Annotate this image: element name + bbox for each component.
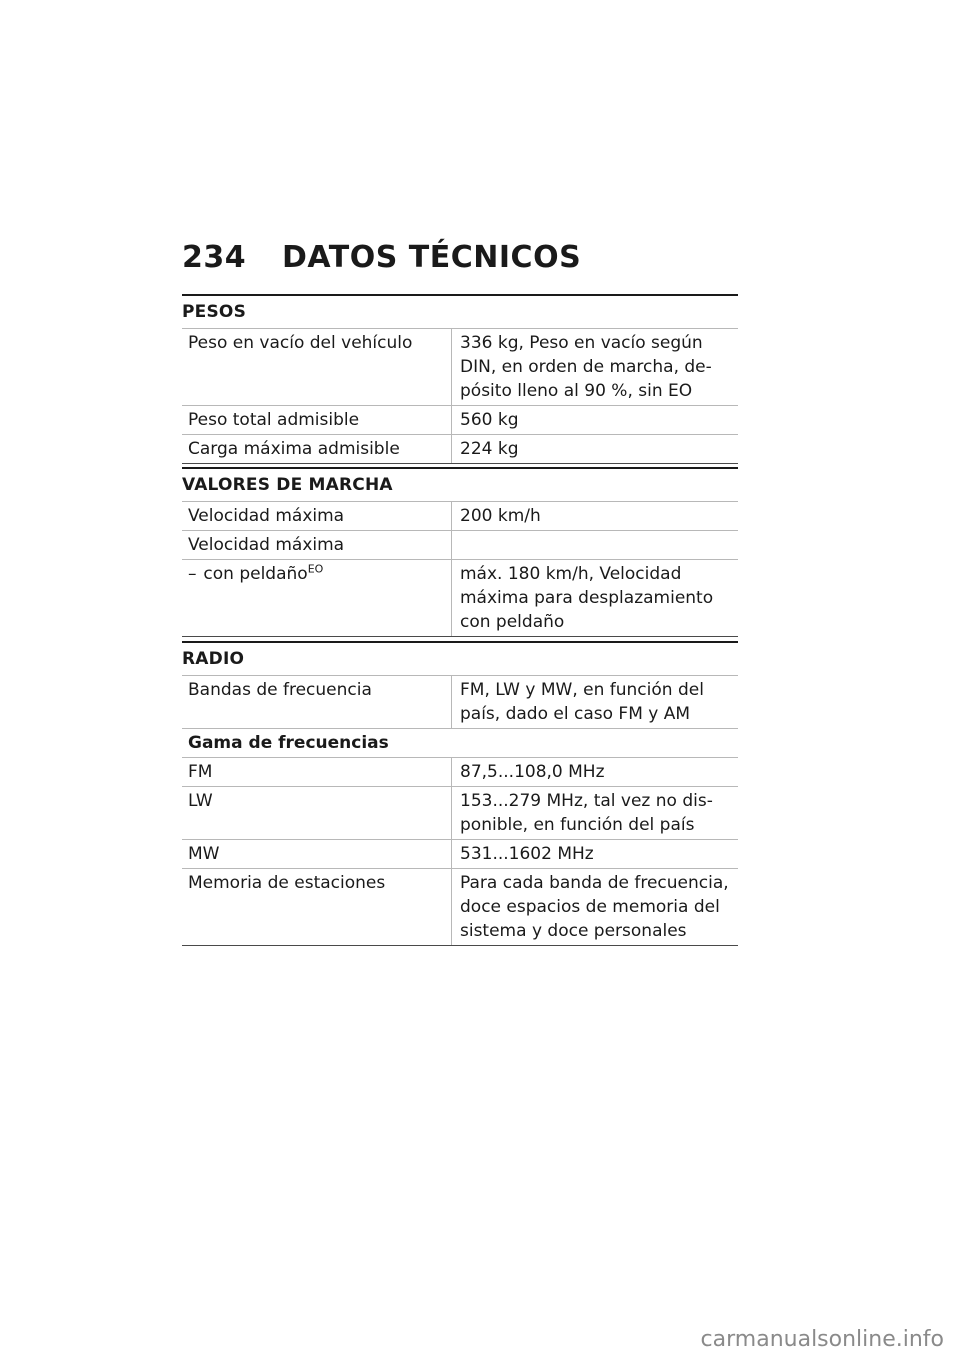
spec-table: [182, 675, 738, 946]
spec-label: FM: [182, 758, 452, 786]
spec-value: 200 km/h: [460, 506, 541, 526]
table-row: [182, 840, 738, 869]
spec-label: Velocidad máxima: [182, 502, 452, 530]
section-title: PESOS: [182, 294, 738, 328]
spec-value: 153...279 MHz, tal vez no dis-ponible, en función del país: [460, 791, 713, 835]
spec-value: Para cada banda de frecuencia, doce espacios de memoria del sistema y doce personales: [460, 873, 729, 941]
spec-value: 224 kg: [460, 439, 519, 459]
table-row: [182, 406, 738, 435]
spec-label: Peso total admisible: [182, 406, 452, 434]
table-row: [182, 502, 738, 531]
equipment-superscript: EO: [307, 562, 324, 576]
spec-table: [182, 501, 738, 637]
table-row: [182, 676, 738, 729]
spec-value: máx. 180 km/h, Velocidad máxima para desplazamiento con peldaño: [460, 564, 714, 632]
table-subheading-row: [182, 729, 738, 758]
section-valores-de-marcha: [182, 467, 738, 637]
spec-label: LW: [182, 787, 452, 839]
page-title: DATOS TÉCNICOS: [282, 240, 582, 275]
table-row: [182, 560, 738, 637]
spec-label-text: con peldaño: [203, 564, 308, 584]
section-radio: [182, 641, 738, 946]
table-row: [182, 758, 738, 787]
spec-value: [452, 531, 738, 559]
spec-label: Carga máxima admisible: [182, 435, 452, 463]
section-title: RADIO: [182, 641, 738, 675]
spec-value: 560 kg: [460, 410, 519, 430]
spec-label: Memoria de estaciones: [182, 869, 452, 945]
spec-label: Peso en vacío del vehículo: [182, 329, 452, 405]
table-row: [182, 787, 738, 840]
spec-value: FM, LW y MW, en función del país, dado el caso FM y AM: [460, 680, 704, 724]
watermark: carmanualsonline.info: [700, 1327, 944, 1352]
spec-subheading: Gama de frecuencias: [188, 733, 389, 753]
table-row: [182, 869, 738, 946]
spec-value: 87,5...108,0 MHz: [460, 762, 605, 782]
spec-label: Bandas de frecuencia: [182, 676, 452, 728]
spec-value: 531...1602 MHz: [460, 844, 594, 864]
spec-value: 336 kg, Peso en vacío según DIN, en orden de marcha, de-pósito lleno al 90 %, sin EO: [460, 333, 712, 401]
page-header: [182, 240, 738, 282]
spec-table: [182, 328, 738, 464]
section-title: VALORES DE MARCHA: [182, 467, 738, 501]
table-row: [182, 435, 738, 464]
page-number: 234: [182, 240, 247, 275]
spec-label: [182, 560, 452, 636]
spec-label: MW: [182, 840, 452, 868]
section-pesos: [182, 294, 738, 464]
spec-label: Velocidad máxima: [182, 531, 452, 559]
table-row: [182, 531, 738, 560]
table-row: [182, 329, 738, 406]
dash-marker: –: [188, 564, 197, 584]
